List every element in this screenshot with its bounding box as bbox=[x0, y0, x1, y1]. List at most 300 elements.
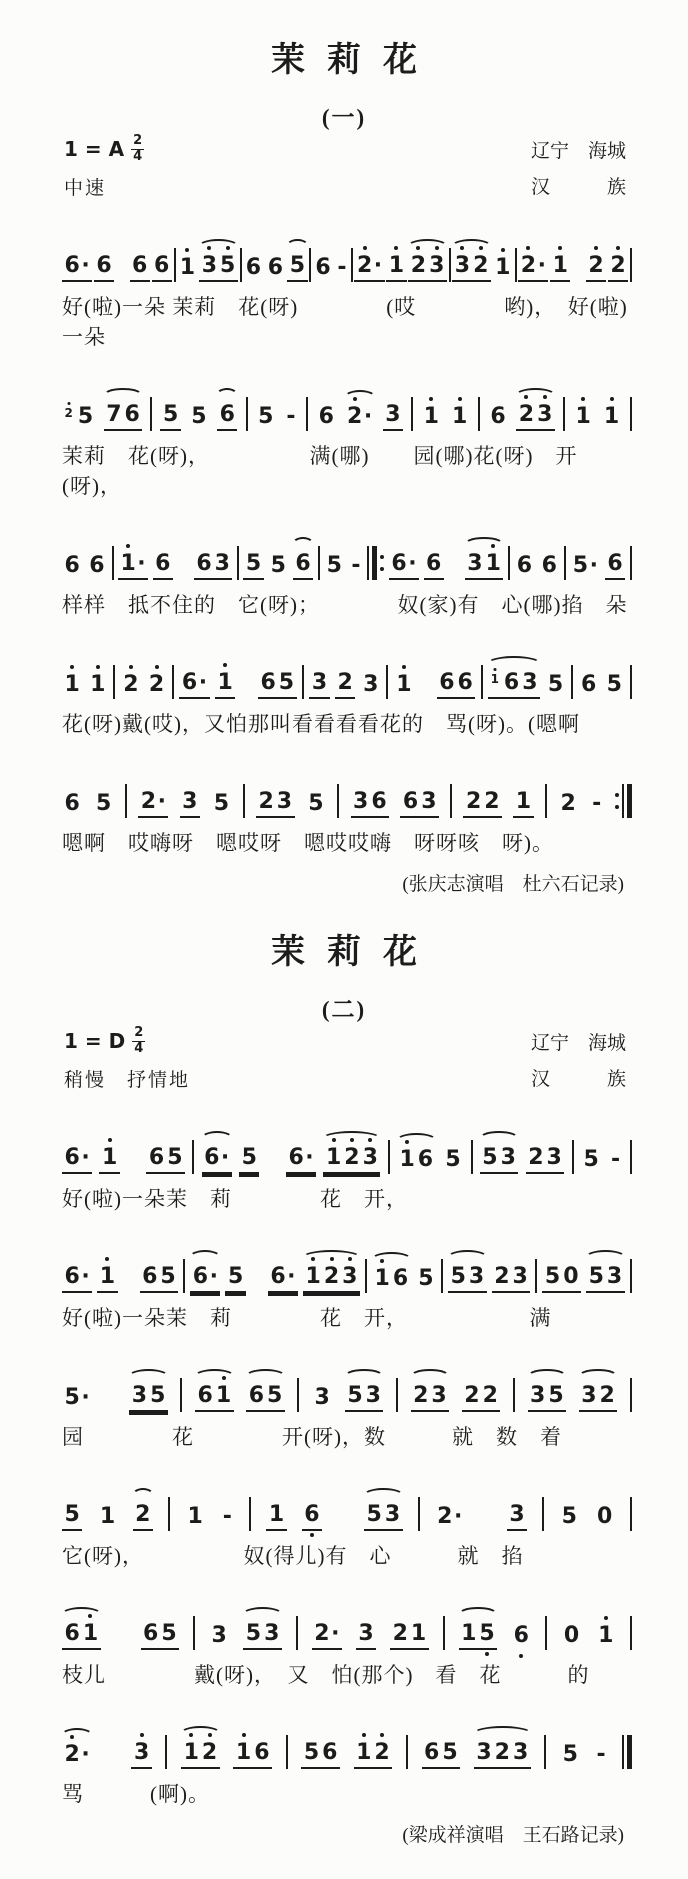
note-digit: 2 bbox=[135, 1502, 151, 1528]
note-token bbox=[62, 792, 82, 818]
note-digit: 6 bbox=[392, 1266, 409, 1292]
note-token bbox=[416, 1267, 436, 1293]
note-digit: 6 bbox=[391, 551, 407, 576]
bar-stroke bbox=[571, 665, 573, 699]
note-digit: 1 bbox=[304, 1265, 322, 1289]
octave-dot-high bbox=[363, 246, 367, 250]
notation-row bbox=[62, 214, 632, 282]
note-token bbox=[284, 405, 298, 431]
barline bbox=[564, 546, 566, 580]
note-token bbox=[130, 254, 150, 282]
note-digit: 3 bbox=[132, 1741, 150, 1765]
note-digit: 3 bbox=[182, 789, 198, 814]
lyrics-row: 好(啦)一朵茉 莉 花 开， bbox=[62, 1187, 408, 1212]
slur-arc bbox=[198, 239, 239, 254]
note-digit: 2 bbox=[147, 673, 165, 697]
note-digit: 1 bbox=[234, 1741, 252, 1765]
slur-arc bbox=[451, 239, 492, 254]
note-token bbox=[256, 790, 295, 818]
octave-dot-high bbox=[402, 665, 406, 669]
note-digit: 5 bbox=[245, 1621, 262, 1647]
note-token bbox=[463, 790, 502, 818]
note-token bbox=[459, 1622, 498, 1650]
duration-dot: · bbox=[81, 253, 90, 278]
note-digit: 5 bbox=[418, 1266, 434, 1292]
octave-dot-high bbox=[394, 246, 398, 250]
note-token bbox=[62, 405, 96, 431]
note-token bbox=[211, 792, 231, 818]
bar-stroke bbox=[478, 397, 480, 431]
note-token bbox=[246, 1384, 285, 1412]
note-digit: 1 bbox=[99, 1504, 116, 1530]
barline bbox=[367, 546, 384, 580]
note-digit: 3 bbox=[358, 1621, 374, 1647]
note-digit: 3 bbox=[512, 1264, 528, 1290]
duration-dot: · bbox=[220, 1145, 230, 1171]
note-digit: 3 bbox=[421, 789, 437, 814]
barline bbox=[471, 1140, 473, 1174]
barline bbox=[243, 784, 245, 818]
note-digit: 6 bbox=[457, 670, 473, 695]
slur-arc bbox=[286, 239, 308, 254]
music-line bbox=[0, 1344, 688, 1451]
bar-stroke bbox=[515, 248, 517, 282]
song-2-section bbox=[0, 924, 688, 1847]
note-token bbox=[202, 1146, 232, 1174]
note-digit: 5 bbox=[162, 402, 179, 427]
barline bbox=[630, 546, 632, 580]
note-digit: 6 bbox=[512, 1624, 530, 1648]
bar-stroke bbox=[449, 248, 451, 282]
slur-arc bbox=[410, 1369, 451, 1384]
note-digit: 6 bbox=[124, 402, 140, 427]
song-2-origin bbox=[531, 1026, 626, 1098]
barline bbox=[630, 1259, 632, 1293]
note-digit: 6 bbox=[270, 1264, 286, 1290]
note-token bbox=[181, 1741, 220, 1769]
bar-stroke bbox=[545, 1616, 547, 1650]
note-token bbox=[424, 552, 444, 580]
note-token bbox=[140, 1265, 179, 1293]
note-digit: 0 bbox=[596, 1504, 613, 1530]
note-token bbox=[121, 673, 141, 699]
note-digit: - bbox=[337, 255, 347, 280]
note-digit: 5 bbox=[478, 1622, 496, 1646]
duration-dot: · bbox=[305, 1145, 314, 1171]
note-digit: 6 bbox=[322, 1740, 338, 1766]
note-digit: 6 bbox=[192, 1264, 209, 1290]
note-digit: 2 bbox=[343, 1146, 361, 1170]
note-token bbox=[217, 403, 237, 431]
slur-arc bbox=[344, 390, 376, 405]
note-token bbox=[268, 1265, 298, 1293]
song-1-origin bbox=[531, 134, 626, 206]
note-digit: 5 bbox=[245, 551, 262, 576]
note-token bbox=[312, 1622, 342, 1650]
octave-dot-low bbox=[310, 1533, 314, 1537]
note-digit: 2 bbox=[609, 254, 627, 278]
bar-stroke bbox=[113, 665, 115, 699]
octave-dot-high bbox=[242, 1733, 246, 1737]
note-token bbox=[542, 1265, 581, 1293]
bar-stroke bbox=[564, 546, 566, 580]
note-digit: 5 bbox=[347, 1383, 363, 1409]
meter-numerator: 2 bbox=[133, 133, 143, 148]
note-digit: 2 bbox=[122, 673, 140, 697]
octave-dot-high bbox=[67, 402, 70, 405]
note-digit: 2 bbox=[373, 1741, 391, 1765]
slur-arc bbox=[363, 1488, 404, 1503]
song-2-notation-lines bbox=[0, 1106, 688, 1808]
slur-arc bbox=[292, 537, 314, 552]
note-digit: 2 bbox=[409, 254, 427, 278]
note-digit: 5 bbox=[241, 1145, 257, 1171]
music-line bbox=[0, 1701, 688, 1808]
note-digit: 5 bbox=[219, 254, 237, 278]
lyrics-row: 骂 (啊)。 bbox=[62, 1782, 210, 1807]
note-digit: 2 bbox=[494, 1264, 510, 1290]
note-digit: 2 bbox=[314, 1621, 330, 1647]
lyrics-row: 茉莉 花(呀)， 满(哪) 园(哪)花(呀) 开(呀)， bbox=[62, 444, 578, 499]
note-token bbox=[408, 254, 447, 282]
note-digit: 5 bbox=[561, 1504, 577, 1530]
note-token bbox=[581, 1148, 601, 1174]
note-digit: 5 bbox=[588, 1264, 604, 1290]
note-token bbox=[301, 1741, 340, 1769]
note-token bbox=[239, 1146, 259, 1174]
note-token bbox=[513, 790, 533, 818]
note-digit: 2 bbox=[464, 1383, 480, 1409]
note-digit: 2 bbox=[337, 670, 353, 695]
note-digit: 0 bbox=[563, 1623, 580, 1649]
note-token bbox=[323, 1146, 380, 1174]
note-digit: 2 bbox=[519, 254, 537, 278]
slur-arc bbox=[396, 1133, 437, 1148]
slur-arc bbox=[180, 1726, 221, 1741]
bar-stroke bbox=[481, 665, 483, 699]
octave-dot-high bbox=[70, 665, 74, 669]
note-token bbox=[435, 1505, 465, 1531]
song-1-title: 茉莉花 bbox=[271, 42, 439, 79]
note-digit: 5 bbox=[583, 1147, 599, 1173]
note-digit: 5 bbox=[270, 553, 286, 578]
note-token bbox=[349, 554, 363, 580]
barline bbox=[249, 1497, 251, 1531]
note-digit: 5 bbox=[606, 672, 622, 697]
bar-stroke bbox=[630, 546, 632, 580]
note-token bbox=[570, 554, 600, 580]
bar-stroke bbox=[622, 1735, 624, 1769]
note-digit: 5 bbox=[562, 1742, 578, 1768]
note-digit: 2 bbox=[392, 1621, 408, 1647]
bar-stroke bbox=[471, 1140, 473, 1174]
note-token bbox=[302, 1503, 322, 1531]
note-token bbox=[243, 552, 263, 580]
barline bbox=[615, 784, 632, 818]
note-digit: 6 bbox=[197, 1383, 213, 1409]
music-line bbox=[0, 1582, 688, 1689]
lyrics-row: 花(呀)戴(哎)，又怕那叫看看看看花的 骂(呀)。(嗯啊 bbox=[62, 712, 580, 737]
song-1-key-signature bbox=[64, 134, 144, 163]
note-token bbox=[152, 254, 172, 282]
slur-arc bbox=[189, 1250, 221, 1265]
note-token bbox=[559, 1505, 579, 1531]
note-digit: 6 bbox=[490, 404, 506, 429]
bar-stroke bbox=[112, 546, 114, 580]
note-token bbox=[62, 1386, 92, 1412]
note-digit: 3 bbox=[431, 1383, 447, 1409]
barline bbox=[449, 248, 451, 282]
slur-arc bbox=[194, 1369, 235, 1384]
slur-arc bbox=[61, 1728, 93, 1743]
note-token bbox=[324, 554, 344, 580]
grace-note bbox=[63, 407, 74, 419]
song-1-section bbox=[0, 32, 688, 896]
note-token bbox=[514, 554, 534, 580]
note-digit: 6 bbox=[89, 553, 105, 578]
duration-dot: · bbox=[81, 1742, 90, 1768]
lyrics-row: 嗯啊 哎嗨呀 嗯哎呀 嗯哎哎嗨 呀呀咳 呀)。 bbox=[62, 831, 554, 856]
barline bbox=[630, 397, 632, 431]
barline bbox=[411, 397, 413, 431]
song-1-meta bbox=[0, 132, 688, 206]
note-token bbox=[62, 1503, 82, 1531]
barline bbox=[563, 397, 565, 431]
note-token bbox=[400, 790, 439, 818]
duration-dot: · bbox=[453, 1504, 463, 1530]
note-token bbox=[437, 671, 476, 699]
note-digit: 5 bbox=[289, 253, 306, 278]
note-token bbox=[62, 673, 82, 699]
note-digit: 6 bbox=[607, 551, 623, 576]
barline bbox=[545, 784, 547, 818]
note-digit: 3 bbox=[536, 403, 554, 427]
note-token bbox=[185, 1505, 205, 1531]
key-text: 1 = D bbox=[64, 1028, 126, 1053]
barline bbox=[306, 397, 308, 431]
notation-row bbox=[62, 1701, 632, 1769]
barline bbox=[630, 248, 632, 282]
note-digit: 6 bbox=[439, 670, 455, 695]
note-digit: 7 bbox=[106, 402, 122, 427]
note-digit: 1 bbox=[461, 1621, 477, 1647]
notation-row bbox=[62, 1106, 632, 1174]
note-digit: 5 bbox=[308, 791, 324, 816]
note-token bbox=[422, 1741, 461, 1769]
note-digit: 1 bbox=[268, 1502, 285, 1528]
note-digit: 2 bbox=[599, 1383, 615, 1409]
slur-arc bbox=[302, 1250, 361, 1265]
note-digit: 6 bbox=[288, 1145, 304, 1171]
music-line bbox=[0, 1106, 688, 1213]
note-token bbox=[265, 256, 285, 282]
note-digit: 6 bbox=[248, 1383, 265, 1409]
note-token bbox=[594, 1743, 608, 1769]
note-token bbox=[609, 1148, 623, 1174]
bar-stroke bbox=[286, 1735, 288, 1769]
note-token bbox=[452, 254, 491, 282]
note-digit: 5 bbox=[64, 1385, 80, 1411]
note-digit: 1 bbox=[89, 673, 107, 697]
bar-stroke bbox=[237, 546, 239, 580]
note-digit: 3 bbox=[200, 254, 218, 278]
note-digit: 6 bbox=[204, 1145, 220, 1171]
note-token bbox=[87, 554, 107, 580]
note-token bbox=[383, 403, 403, 431]
barline bbox=[302, 665, 304, 699]
note-token bbox=[361, 673, 381, 699]
note-digit: 6 bbox=[64, 791, 80, 816]
note-token bbox=[293, 552, 313, 580]
barline bbox=[443, 1616, 445, 1650]
note-digit: 6 bbox=[260, 670, 276, 695]
note-token bbox=[62, 254, 92, 282]
origin-region: 辽宁 海城 bbox=[530, 141, 626, 162]
barline bbox=[544, 1735, 546, 1769]
note-digit: 1 bbox=[410, 1621, 427, 1647]
note-token bbox=[177, 256, 197, 282]
note-token bbox=[243, 1622, 282, 1650]
barline bbox=[365, 1259, 367, 1293]
song-1-notation-lines bbox=[0, 214, 688, 857]
note-token bbox=[462, 1384, 501, 1412]
note-token bbox=[550, 254, 570, 282]
note-digit: 1 bbox=[355, 1741, 373, 1765]
barline bbox=[630, 1140, 632, 1174]
duration-dot: · bbox=[81, 1264, 90, 1290]
note-token bbox=[608, 254, 628, 282]
slur-arc bbox=[407, 239, 448, 254]
bar-stroke bbox=[372, 546, 377, 580]
octave-dot-high bbox=[558, 246, 562, 250]
bar-stroke bbox=[513, 1378, 515, 1412]
note-digit: 5 bbox=[160, 1264, 176, 1290]
duration-dot: · bbox=[81, 1385, 90, 1411]
meter-numerator: 2 bbox=[134, 1025, 144, 1041]
note-digit: 6 bbox=[541, 553, 557, 578]
barline bbox=[246, 397, 248, 431]
note-digit: 3 bbox=[467, 551, 483, 576]
note-token bbox=[215, 671, 235, 699]
octave-dot-high bbox=[616, 246, 620, 250]
barline bbox=[309, 248, 311, 282]
bar-stroke bbox=[296, 1616, 298, 1650]
note-digit: 1 bbox=[602, 405, 620, 429]
note-digit: 6 bbox=[503, 670, 520, 695]
bar-stroke bbox=[544, 1735, 546, 1769]
note-token bbox=[578, 673, 598, 699]
duration-dot: · bbox=[408, 551, 417, 576]
music-line bbox=[0, 1225, 688, 1332]
note-token bbox=[605, 552, 625, 580]
note-digit: 2 bbox=[346, 405, 364, 429]
barline bbox=[572, 1140, 574, 1174]
note-digit: 6 bbox=[417, 1147, 434, 1173]
music-line bbox=[0, 363, 688, 500]
barline bbox=[396, 1378, 398, 1412]
note-token bbox=[195, 1384, 234, 1412]
note-digit: 5 bbox=[227, 1264, 244, 1290]
bar-stroke bbox=[367, 546, 369, 580]
slur-arc bbox=[585, 1250, 626, 1265]
notation-row bbox=[62, 1582, 632, 1650]
note-digit: 5 bbox=[191, 404, 207, 429]
note-token bbox=[488, 671, 540, 699]
note-digit: 3 bbox=[341, 1265, 359, 1289]
note-token bbox=[62, 1265, 92, 1293]
repeat-dot bbox=[615, 805, 619, 809]
note-token bbox=[386, 254, 406, 282]
barline bbox=[180, 1378, 182, 1412]
note-digit: 6 bbox=[143, 1621, 159, 1647]
bar-stroke bbox=[302, 665, 304, 699]
bar-stroke bbox=[388, 1140, 390, 1174]
note-digit: - bbox=[592, 791, 602, 816]
bar-stroke bbox=[630, 1140, 632, 1174]
note-token bbox=[511, 1624, 531, 1650]
bar-stroke bbox=[165, 1735, 167, 1769]
octave-dot-low bbox=[519, 1654, 523, 1658]
note-token bbox=[397, 1148, 436, 1174]
barline bbox=[337, 784, 339, 818]
note-digit: 6 bbox=[245, 255, 262, 280]
note-token bbox=[480, 1146, 519, 1174]
bar-stroke bbox=[309, 248, 311, 282]
duration-dot: · bbox=[287, 1264, 296, 1290]
note-digit: 3 bbox=[522, 670, 538, 695]
slur-arc bbox=[322, 1131, 381, 1146]
octave-dot-high bbox=[429, 397, 433, 401]
repeat-dots bbox=[380, 555, 384, 571]
note-digit: 1 bbox=[100, 1146, 118, 1170]
barline bbox=[112, 546, 114, 580]
note-digit: 6 bbox=[318, 404, 334, 429]
note-digit: 2 bbox=[528, 1145, 544, 1171]
note-token bbox=[194, 552, 233, 580]
note-digit: 1 bbox=[119, 552, 137, 576]
bar-stroke bbox=[630, 665, 632, 699]
note-digit: 6 bbox=[155, 551, 171, 576]
note-digit: 1 bbox=[178, 256, 196, 280]
bar-stroke bbox=[243, 784, 245, 818]
note-digit: 2 bbox=[587, 254, 605, 278]
note-token bbox=[345, 405, 375, 431]
barline bbox=[571, 665, 573, 699]
note-digit: 1 bbox=[81, 1622, 99, 1646]
note-token bbox=[179, 671, 209, 699]
note-token bbox=[220, 1505, 234, 1531]
note-digit: 3 bbox=[512, 1740, 529, 1766]
note-digit: 1 bbox=[373, 1267, 391, 1291]
note-digit: 2 bbox=[465, 789, 482, 814]
note-token bbox=[528, 1384, 567, 1412]
note-digit: 0 bbox=[563, 1264, 579, 1290]
note-digit: 3 bbox=[509, 1502, 525, 1528]
bar-stroke bbox=[418, 1497, 420, 1531]
note-digit: - bbox=[596, 1742, 606, 1768]
octave-dot-high bbox=[501, 248, 505, 252]
note-token bbox=[474, 1741, 531, 1769]
duration-dot: · bbox=[81, 1145, 90, 1171]
grace-note bbox=[489, 673, 500, 685]
note-digit: 3 bbox=[214, 551, 230, 576]
bar-stroke bbox=[630, 397, 632, 431]
note-token bbox=[516, 403, 555, 431]
lyrics-row: 园 花 开(呀)，数 就 数 着 bbox=[62, 1425, 562, 1450]
octave-dot-low bbox=[485, 1652, 489, 1656]
notation-row bbox=[62, 1225, 632, 1293]
note-digit: 3 bbox=[314, 1385, 330, 1411]
